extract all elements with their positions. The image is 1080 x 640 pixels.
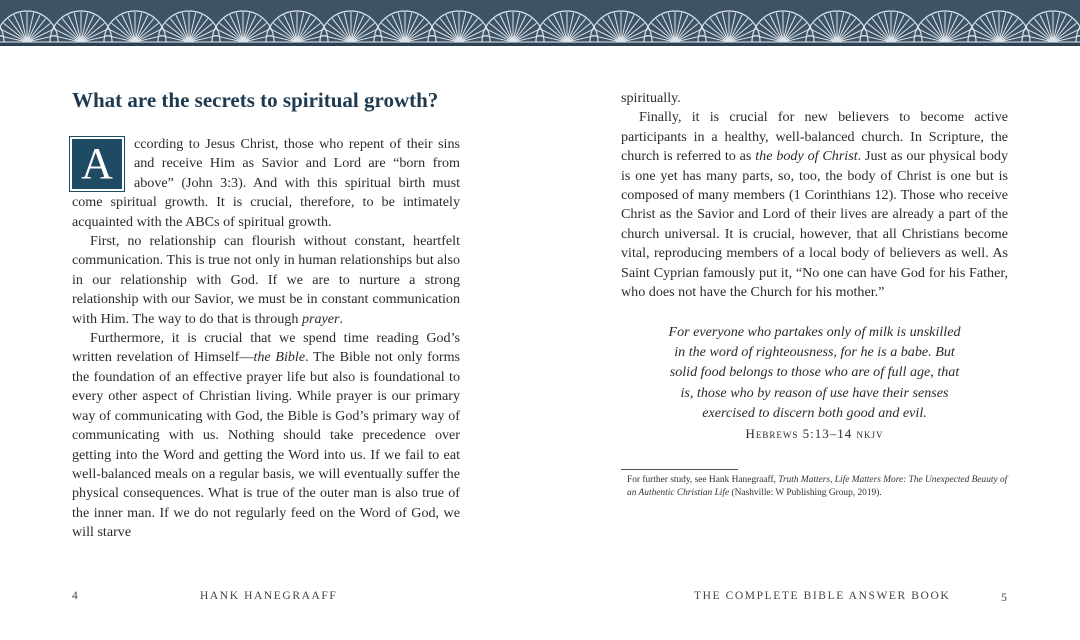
paragraph-3: Furthermore, it is crucial that we spend time reading God’s written revelation of Himself—the Bible. The Bible not only forms the foundation of an effective prayer life but also is foundational to every other aspect of Christian living. While prayer is our primary way of communicating with God, the Bible is God’s primary way of communicating with us. Nothing should take precedence over getting into the Word and getting the Word into us. If we fail to eat well-balanced meals on a regular basis, we will eventually suffer the physical consequences. What is true of the outer man is also true of the inner man. If we do not regularly feed on the Word of God, we will starve — [72, 330, 461, 541]
page-number-right: 5 — [1001, 590, 1007, 604]
left-body — [72, 135, 460, 543]
right-page — [621, 0, 1008, 640]
right-body — [621, 89, 1008, 302]
quote-citation: Hebrews 5:13–14 nkjv — [745, 426, 884, 442]
page-heading: What are the secrets to spiritual growth? — [72, 88, 439, 112]
footnote-rule — [621, 469, 738, 470]
paragraph-continued: spiritually. — [621, 90, 681, 106]
drop-cap: A — [72, 139, 122, 189]
left-page — [72, 0, 460, 640]
page-number-left: 4 — [72, 590, 80, 602]
footnote: For further study, see Hank Hanegraaff, Truth Matters, Life Matters More: The Unexpected Beauty of an Authentic Christian Life (Nashville: W Publishing Group, 2019). — [627, 475, 1008, 498]
paragraph-2: First, no relationship can flourish without constant, heartfelt communication. This is true not only in human relationships but also in our relationship with God. If we are to nurture a strong relationship with our Savior, we must be in constant communication with Him. The way to do that is through prayer. — [72, 233, 460, 327]
paragraph-4: Finally, it is crucial for new believers to become active participants in a healthy, well-balanced church. In Scripture, the church is referred to as the body of Christ. Just as our physical body is one yet has many parts, so, too, the body of Christ is one but is composed of many members (1 Corinthians 12). Those who receive Christ as the Savior and Lord of their lives are already a part of the church universal. It is crucial, however, that all Christians become vital, reproducing members of a local body of believers as well. As Saint Cyprian famously put it, “No one can have God for his Father, who does not have the Church for his mother.” — [621, 109, 1008, 301]
scripture-quote: For everyone who partakes only of milk is unskilled in the word of righteousness, for he is a babe. But solid food belongs to those who are of full age, that is, those who by reason of use have their senses exercised to discern both good and evil. Hebrews 5:13–14 nkjv — [631, 322, 998, 444]
running-head-left: HANK HANEGRAAFF — [200, 590, 338, 602]
paragraph-1: A ccording to Jesus Christ, those who repent of their sins and receive Him as Savior and Lord are “born from above” (John 3:3). And with this spiritual birth must come spiritual growth. It is crucial, therefore, to be intimately acquainted with the ABCs of spiritual growth. — [72, 136, 460, 230]
running-head-right: THE COMPLETE BIBLE ANSWER BOOK — [694, 590, 951, 602]
